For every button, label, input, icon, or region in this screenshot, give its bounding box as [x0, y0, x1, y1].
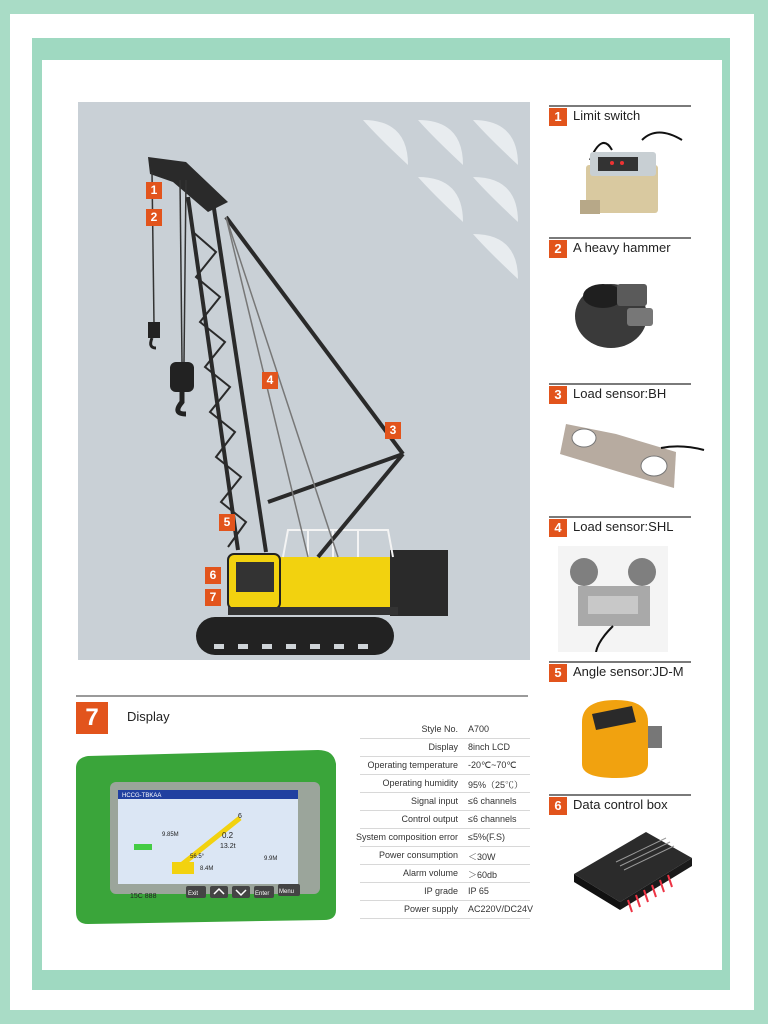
- marker-4: 4: [262, 372, 278, 389]
- spec-row: [360, 774, 530, 793]
- spec-label: Operating temperature: [367, 760, 458, 770]
- spec-row: [360, 738, 530, 757]
- crawler-track: [196, 617, 394, 655]
- spec-value: ＜30W: [468, 852, 496, 862]
- menu-button-label: Menu: [279, 889, 295, 895]
- screen-value-2: 0.2: [222, 831, 234, 840]
- spec-label: Style No.: [421, 724, 458, 734]
- part-5-number: 5: [549, 664, 567, 682]
- spec-label: System composition error: [355, 832, 458, 842]
- exit-button-label: Exit: [188, 891, 199, 897]
- spec-row: [360, 756, 530, 775]
- small-hook: [148, 322, 160, 338]
- marker-2: 2: [146, 209, 162, 226]
- monitor-model: 15C 888: [130, 893, 157, 900]
- spec-label: Operating humidity: [382, 778, 458, 788]
- spec-row: [360, 810, 530, 829]
- part-3-heading: [549, 383, 691, 407]
- marker-6: 6: [205, 567, 221, 584]
- screen-value-7: 9.9M: [264, 856, 278, 862]
- spec-value: ≤5%(F.S): [468, 832, 505, 842]
- marker-7: 7: [205, 589, 221, 606]
- down-button[interactable]: [232, 886, 250, 898]
- boom: [188, 197, 266, 552]
- enter-button-label: Enter: [255, 891, 270, 897]
- spec-row: [360, 882, 530, 901]
- spec-row: [360, 846, 530, 865]
- angle-sensor-photo: [576, 692, 664, 784]
- spec-value: 95%（25℃）: [468, 780, 524, 790]
- part-2-title: A heavy hammer: [573, 240, 671, 255]
- marker-5: 5: [219, 514, 235, 531]
- load-sensor-shl-photo: [558, 546, 668, 652]
- display-title: Display: [127, 709, 170, 724]
- spec-value: ≤6 channels: [468, 814, 517, 824]
- spec-label: Display: [428, 742, 458, 752]
- spec-row: [360, 792, 530, 811]
- limit-switch-photo: [572, 120, 687, 230]
- decorative-pattern: [363, 120, 518, 279]
- part-2-heading: [549, 237, 691, 261]
- screen-value-1: 9.85M: [162, 832, 179, 838]
- screen-value-6: 8.4M: [200, 866, 214, 872]
- data-control-box-photo: [566, 818, 706, 928]
- part-1-title: Limit switch: [573, 108, 641, 123]
- display-number: 7: [76, 702, 108, 734]
- part-6-number: 6: [549, 797, 567, 815]
- spec-row: [360, 864, 530, 883]
- screen-header: HCCG-TBKAA: [122, 793, 162, 799]
- part-1-number: 1: [549, 108, 567, 126]
- load-sensor-bh-photo: [556, 414, 706, 498]
- display-heading-rule: [76, 695, 528, 697]
- spec-value: 8inch LCD: [468, 742, 511, 752]
- spec-value: IP 65: [468, 886, 489, 896]
- part-4-heading: [549, 516, 691, 540]
- spec-row: [360, 900, 534, 919]
- display-monitor: [70, 738, 342, 928]
- counterweight: [390, 550, 448, 616]
- spec-label: Alarm volume: [402, 868, 458, 878]
- spec-value: ≤6 channels: [468, 796, 517, 806]
- spec-label: Signal input: [410, 796, 458, 806]
- part-4-number: 4: [549, 519, 567, 537]
- marker-1: 1: [146, 182, 162, 199]
- spec-row: [355, 828, 530, 847]
- heavy-hammer-photo: [573, 266, 663, 356]
- part-3-number: 3: [549, 386, 567, 404]
- marker-3: 3: [385, 422, 401, 439]
- part-5-title: Angle sensor:JD-M: [573, 664, 684, 679]
- part-2-number: 2: [549, 240, 567, 258]
- display-photo: [70, 738, 342, 928]
- screen-value-5: 56.5°: [190, 854, 205, 860]
- spec-label: Power supply: [403, 904, 458, 914]
- spec-label: Power consumption: [378, 850, 458, 860]
- up-button[interactable]: [210, 886, 228, 898]
- spec-value: ＞60db: [468, 870, 498, 880]
- part-3-title: Load sensor:BH: [573, 386, 667, 401]
- main-hook-block: [170, 362, 194, 392]
- screen-value-4: 6: [238, 813, 242, 820]
- spec-value: -20℃~70℃: [468, 760, 517, 770]
- part-4-title: Load sensor:SHL: [573, 519, 674, 534]
- spec-value: A700: [468, 724, 490, 734]
- spec-label: Control output: [401, 814, 458, 824]
- screen-value-3: 13.2t: [220, 843, 236, 850]
- spec-value: AC220V/DC24V: [468, 904, 534, 914]
- part-6-heading: [549, 794, 691, 818]
- spec-row: [360, 720, 530, 739]
- part-5-heading: [549, 661, 691, 685]
- spec-label: IP grade: [424, 886, 458, 896]
- part-6-title: Data control box: [573, 797, 668, 812]
